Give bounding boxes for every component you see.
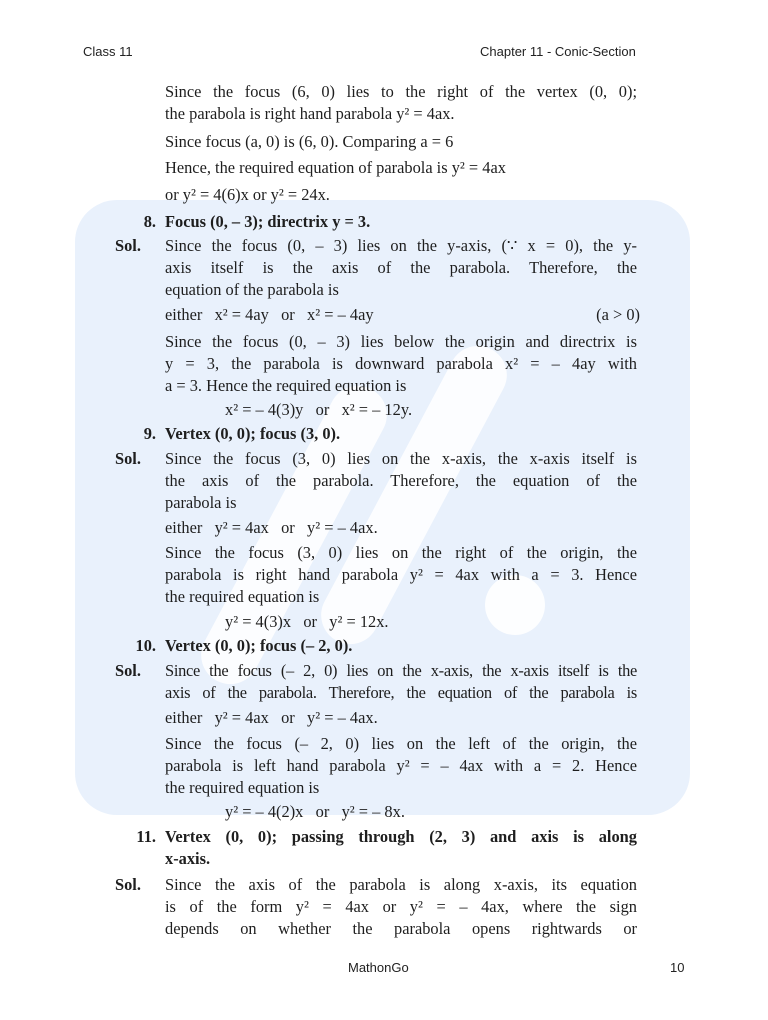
sol-line: axis of the parabola. Therefore, the equation of the parabola is bbox=[165, 683, 637, 702]
intro-line: Since the focus (6, 0) lies to the right of the vertex (0, 0); bbox=[165, 82, 637, 101]
header-chapter: Chapter 11 - Conic-Section bbox=[480, 44, 636, 59]
sol-line: equation of the parabola is bbox=[165, 280, 339, 299]
sol-line: x² = – 4(3)y or x² = – 12y. bbox=[225, 400, 413, 419]
question-number: 9. bbox=[143, 424, 156, 443]
sol-line: Since the focus (0, – 3) lies on the y-axis, (∵ x = 0), the y- bbox=[165, 236, 637, 255]
question-title: Focus (0, – 3); directrix y = 3. bbox=[165, 212, 371, 231]
sol-line: Since the focus (3, 0) lies on the x-axis, the x-axis itself is bbox=[165, 449, 637, 468]
sol-line: either y² = 4ax or y² = – 4ax. bbox=[165, 708, 378, 727]
sol-line: Since the focus (– 2, 0) lies on the x-axis, the x-axis itself is the bbox=[165, 661, 637, 680]
sol-line: parabola is left hand parabola y² = – 4ax with a = 2. Hence bbox=[165, 756, 637, 775]
sol-label: Sol. bbox=[115, 449, 141, 468]
sol-line: either y² = 4ax or y² = – 4ax. bbox=[165, 518, 378, 537]
sol-line: Since the focus (3, 0) lies on the right of the origin, the bbox=[165, 543, 637, 562]
intro-line: Since focus (a, 0) is (6, 0). Comparing a = 6 bbox=[165, 132, 454, 151]
question-title: Vertex (0, 0); focus (– 2, 0). bbox=[165, 636, 353, 655]
sol-line: the required equation is bbox=[165, 778, 320, 797]
sol-line: Since the focus (0, – 3) lies below the origin and directrix is bbox=[165, 332, 637, 351]
question-number: 10. bbox=[135, 636, 156, 655]
question-title: Vertex (0, 0); passing through (2, 3) and axis is along bbox=[165, 827, 637, 846]
sol-line: the required equation is bbox=[165, 587, 320, 606]
sol-label: Sol. bbox=[115, 875, 141, 894]
question-number: 8. bbox=[143, 212, 156, 231]
header-class: Class 11 bbox=[83, 44, 133, 59]
sol-line: Since the focus (– 2, 0) lies on the left of the origin, the bbox=[165, 734, 637, 753]
sol-line: y = 3, the parabola is downward parabola x² = – 4ay with bbox=[165, 354, 637, 373]
sol-line: a = 3. Hence the required equation is bbox=[165, 376, 407, 395]
sol-line: y² = – 4(2)x or y² = – 8x. bbox=[225, 802, 405, 821]
condition-label: (a > 0) bbox=[596, 305, 640, 324]
sol-line: either x² = 4ay or x² = – 4ay bbox=[165, 305, 374, 324]
footer-brand: MathonGo bbox=[348, 960, 409, 975]
intro-line: or y² = 4(6)x or y² = 24x. bbox=[165, 185, 330, 204]
page-number: 10 bbox=[670, 960, 685, 975]
sol-line: axis itself is the axis of the parabola. Therefore, the bbox=[165, 258, 637, 277]
intro-line: the parabola is right hand parabola y² = 4ax. bbox=[165, 104, 455, 123]
question-number: 11. bbox=[136, 827, 156, 846]
sol-line: parabola is right hand parabola y² = 4ax with a = 3. Hence bbox=[165, 565, 637, 584]
intro-line: Hence, the required equation of parabola is y² = 4ax bbox=[165, 158, 506, 177]
question-title: x-axis. bbox=[165, 849, 211, 868]
sol-label: Sol. bbox=[115, 661, 141, 680]
sol-line: parabola is bbox=[165, 493, 237, 512]
sol-label: Sol. bbox=[115, 236, 141, 255]
sol-line: y² = 4(3)x or y² = 12x. bbox=[225, 612, 389, 631]
sol-line: the axis of the parabola. Therefore, the equation of the bbox=[165, 471, 637, 490]
question-title: Vertex (0, 0); focus (3, 0). bbox=[165, 424, 341, 443]
sol-line: is of the form y² = 4ax or y² = – 4ax, where the sign bbox=[165, 897, 637, 916]
sol-line: Since the axis of the parabola is along x-axis, its equation bbox=[165, 875, 637, 894]
sol-line: depends on whether the parabola opens rightwards or bbox=[165, 919, 637, 938]
